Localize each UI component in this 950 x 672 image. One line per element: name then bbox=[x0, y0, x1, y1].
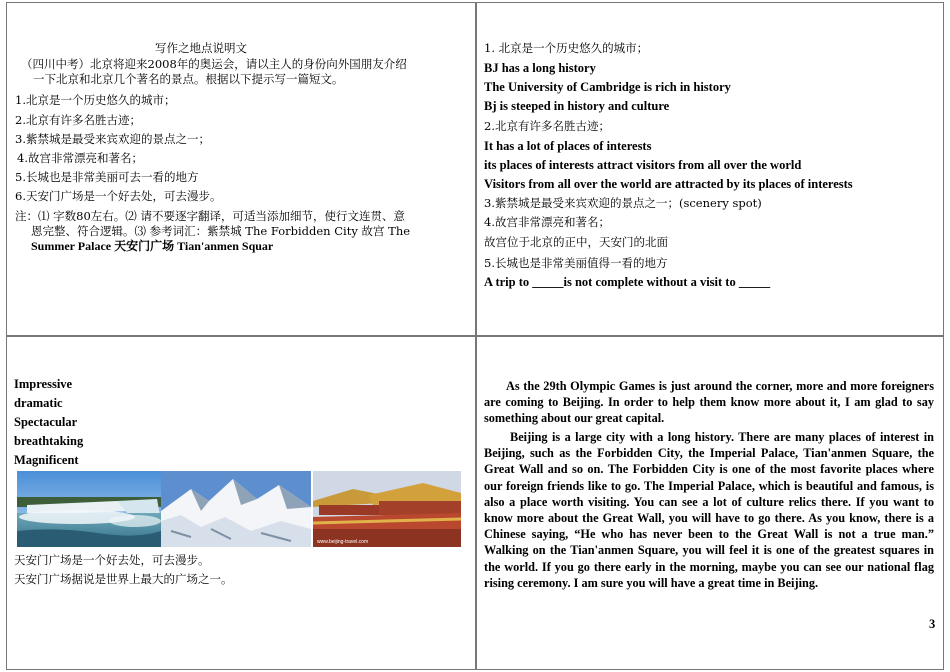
task-item-3: 3.紫禁城是最受来宾欢迎的景点之一； bbox=[15, 132, 210, 146]
task-note-line2: 恩完整、符合逻辑。⑶ 参考词汇：紫禁城 The Forbidden City 故宫 The bbox=[31, 224, 411, 238]
outline-line: The University of Cambridge is rich in history bbox=[484, 80, 731, 94]
outline-line: A trip to _____is not complete without a visit to _____ bbox=[484, 275, 771, 289]
task-item-5: 5.长城也是非常美丽可去一看的地方 bbox=[15, 170, 199, 184]
vocab-word: breathtaking bbox=[14, 434, 84, 448]
outline-line: BJ has a long history bbox=[484, 61, 596, 75]
task-item-4: 4.故宫非常漂亮和著名； bbox=[17, 151, 143, 165]
outline-line: It has a lot of places of interests bbox=[484, 139, 652, 153]
outline-line: 故宫位于北京的正中，天安门的北面 bbox=[484, 235, 668, 249]
vocab-word: Magnificent bbox=[14, 453, 79, 467]
vocabulary-panel bbox=[6, 336, 476, 670]
vocab-word: Impressive bbox=[14, 377, 73, 391]
task-note-line3: Summer Palace 天安门广场 Tian'anmen Squar bbox=[31, 239, 274, 253]
task-item-2: 2.北京有许多名胜古迹； bbox=[15, 113, 141, 127]
essay-paragraph-2: Beijing is a large city with a long history. There are many places of interest in Beijing, such as the Forbidden City, the Imperial Palace, Tian'anmen Square, the Great Wall and so on. The Forbidden City is one of the most favorite places where our foreign friends like to go. The Imperial Palace, which is beautiful and famous, is also a place worth visiting. You can see a lot of culture relics there. If you want to know more about the Great Wall, you will have to go there. As you know, there is a Chinese saying, “He who has never been to the Great Wall is not a true man.” Walking on the Tian'anmen Square, you will feel it is one of the greatest squares in the world. If you go there early in the morning, maybe you can see our national flag rising ceremony. I am sure you will have a great time in Beijing. bbox=[484, 430, 934, 590]
task-intro-line2: 一下北京和北京几个著名的景点。根据以下提示写一篇短文。 bbox=[33, 72, 344, 86]
essay-paragraph-1: As the 29th Olympic Games is just around the corner, more and more foreigners are coming to Beijing. In order to help them know more about it, I am glad to say something about our great capital. bbox=[484, 379, 934, 426]
task-intro-line1: （四川中考）北京将迎来2008年的奥运会，请以主人的身份向外国朋友介绍 bbox=[21, 57, 407, 71]
snow-mountain-photo bbox=[161, 471, 311, 547]
outline-heading-1: 1. 北京是一个历史悠久的城市； bbox=[484, 41, 649, 55]
outline-heading-3: 3.紫禁城是最受来宾欢迎的景点之一；(scenery spot) bbox=[484, 196, 762, 210]
task-panel bbox=[6, 2, 476, 336]
outline-heading-4: 4.故宫非常漂亮和著名； bbox=[484, 215, 610, 229]
outline-line: Visitors from all over the world are attracted by its places of interests bbox=[484, 177, 853, 191]
sample-essay-panel bbox=[476, 336, 944, 670]
outline-panel bbox=[476, 2, 944, 336]
vocab-sentence-2: 天安门广场据说是世界上最大的广场之一。 bbox=[14, 572, 233, 586]
outline-heading-2: 2.北京有许多名胜古迹； bbox=[484, 119, 610, 133]
outline-line: its places of interests attract visitors from all over the world bbox=[484, 158, 802, 172]
page-number: 3 bbox=[929, 617, 936, 631]
vocab-sentence-1: 天安门广场是一个好去处，可去漫步。 bbox=[14, 553, 210, 567]
vocab-word: dramatic bbox=[14, 396, 63, 410]
forbidden-city-photo bbox=[313, 471, 461, 547]
outline-heading-5: 5.长城也是非常美丽值得一看的地方 bbox=[484, 256, 668, 270]
task-title: 写作之地点说明文 bbox=[155, 41, 247, 55]
waterfall-photo bbox=[17, 471, 161, 547]
task-item-1: 1.北京是一个历史悠久的城市； bbox=[15, 93, 176, 107]
task-note-line1: 注：⑴ 字数80左右。⑵ 请不要逐字翻译，可适当添加细节，使行文连贯、意 bbox=[15, 209, 405, 223]
photo-watermark: www.beijing-travel.com bbox=[317, 539, 369, 545]
vocab-word: Spectacular bbox=[14, 415, 78, 429]
task-item-6: 6.天安门广场是一个好去处，可去漫步。 bbox=[15, 189, 222, 203]
outline-line: Bj is steeped in history and culture bbox=[484, 99, 670, 113]
